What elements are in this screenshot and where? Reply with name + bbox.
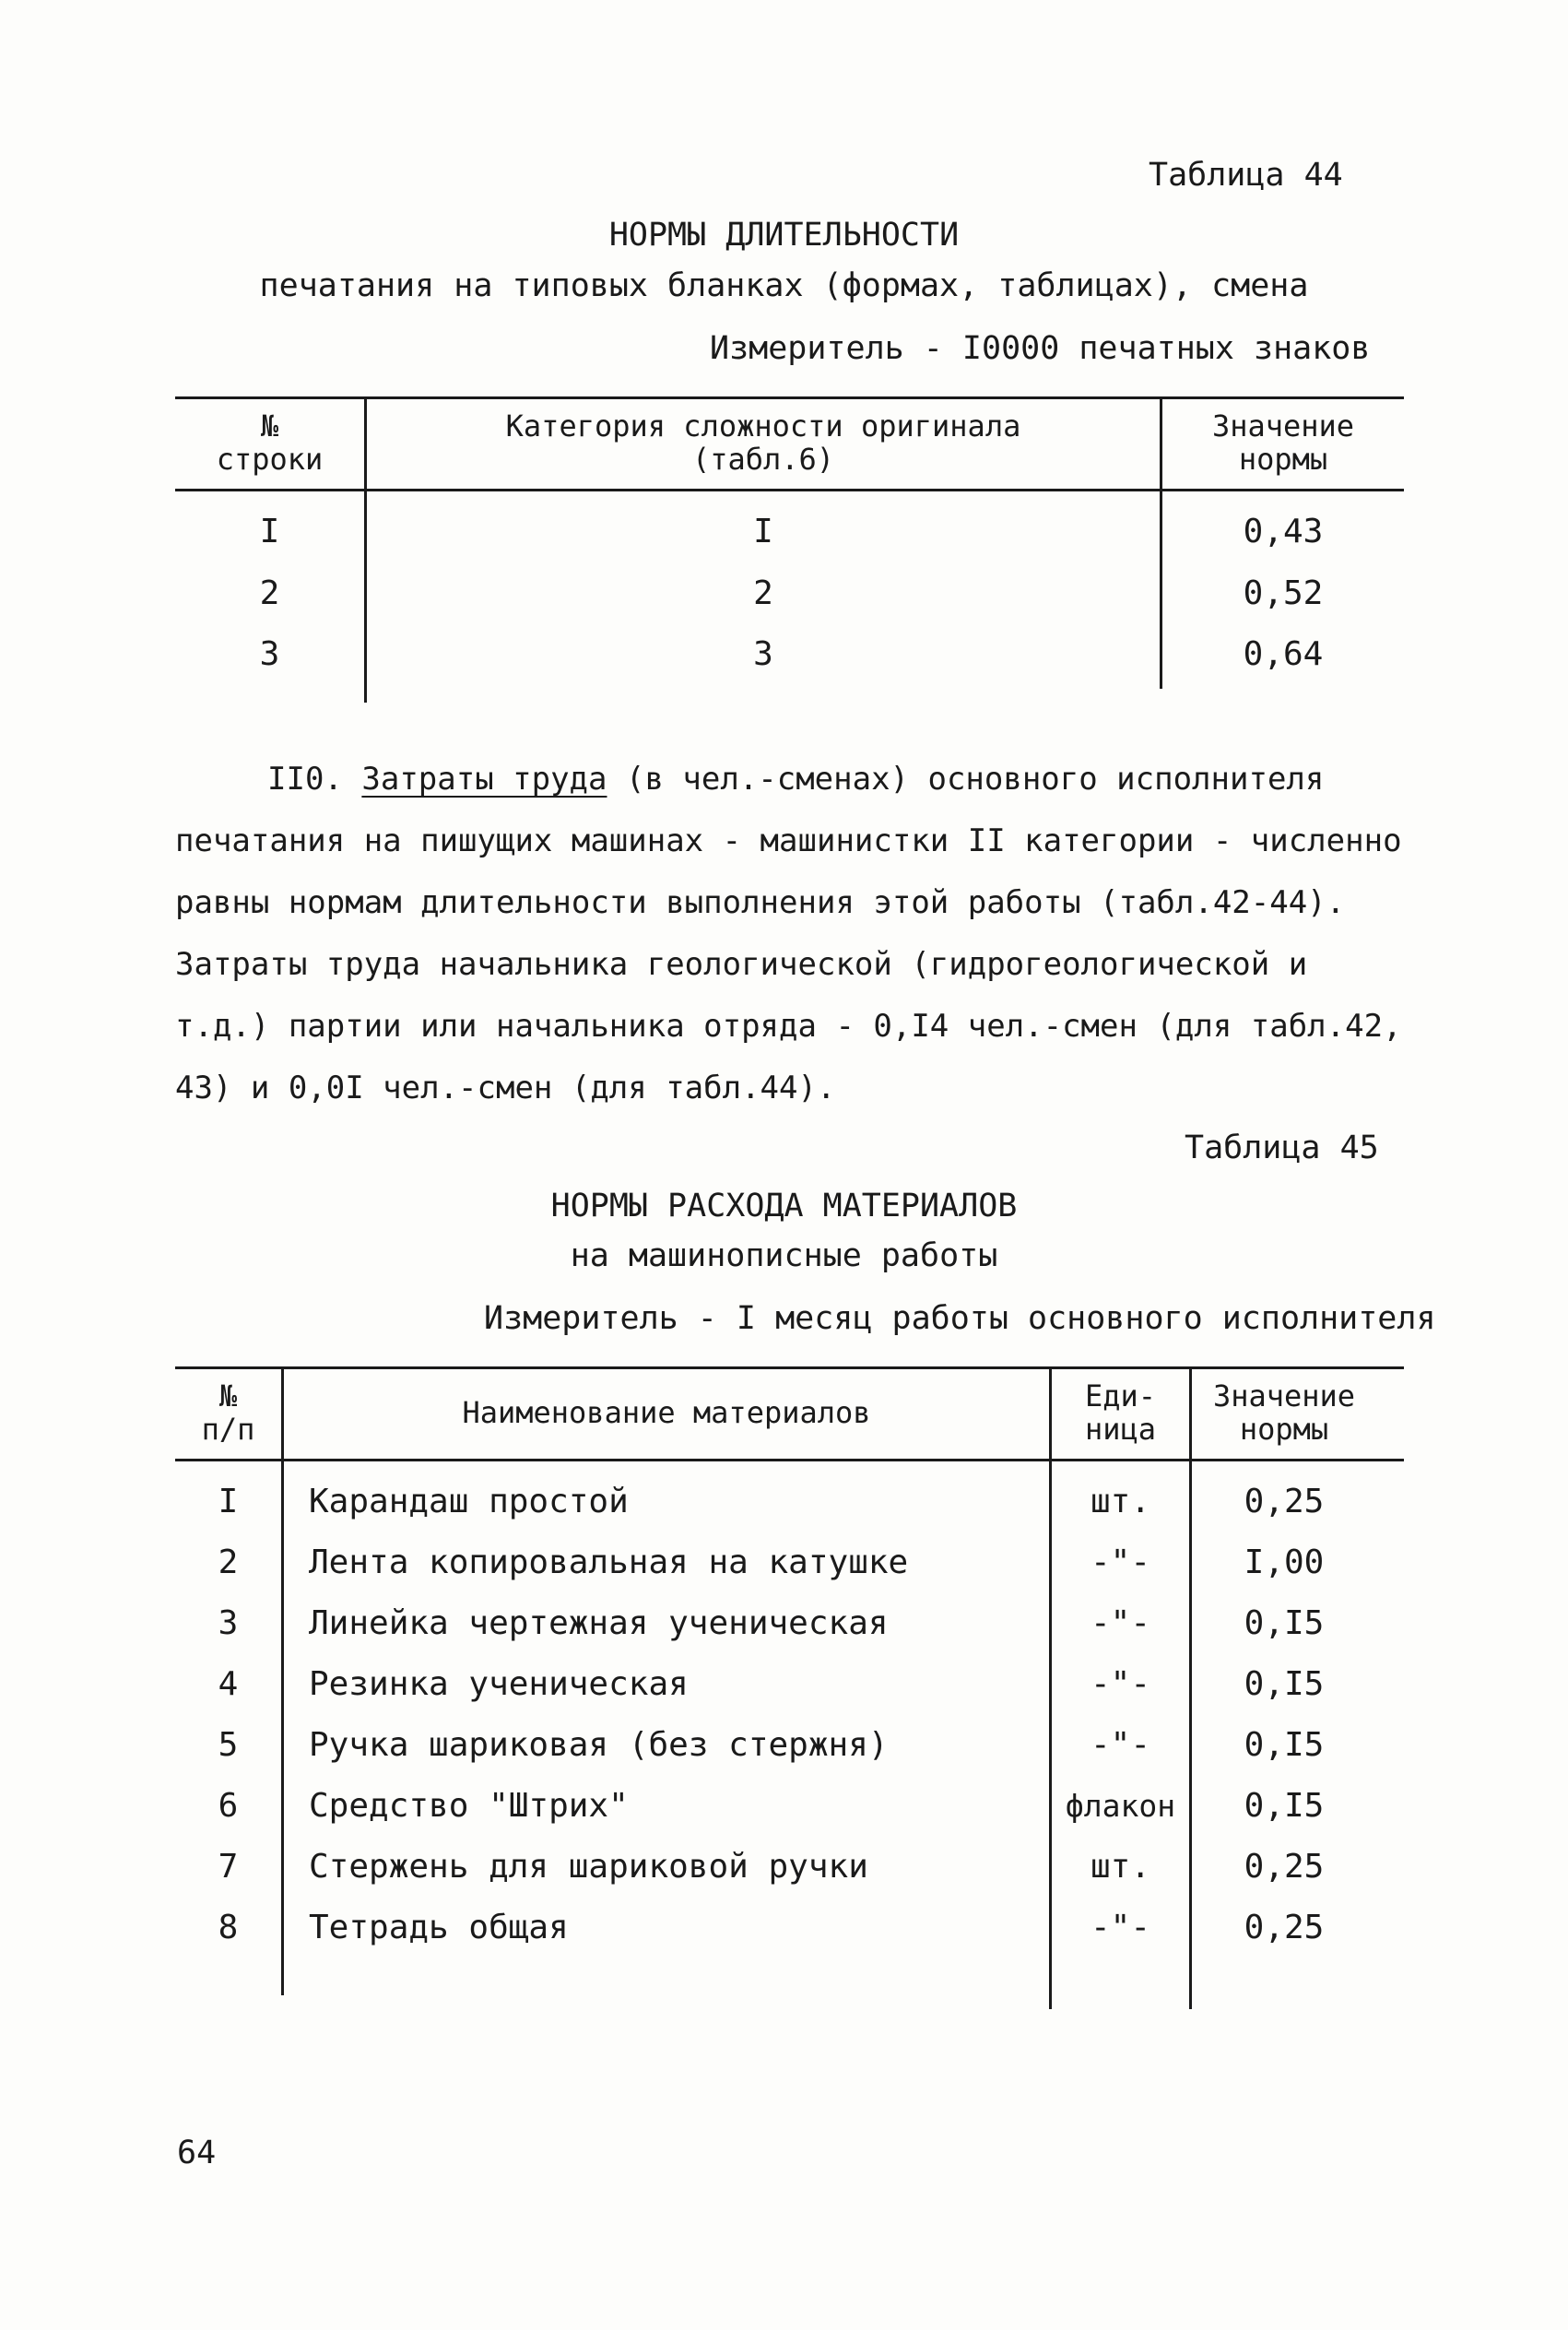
row-value: 0,I5 bbox=[1244, 1665, 1325, 1703]
row-name: Стержень для шариковой ручки bbox=[309, 1848, 868, 1886]
row-num: 2 bbox=[259, 574, 280, 612]
row-value: 0,52 bbox=[1243, 574, 1324, 612]
table-45-header-value: Значение нормы bbox=[1212, 1378, 1356, 1447]
row-num: 4 bbox=[218, 1665, 239, 1703]
row-name: Лента копировальная на катушке bbox=[309, 1543, 909, 1581]
row-num: 3 bbox=[259, 635, 280, 673]
row-value: 0,64 bbox=[1243, 635, 1324, 673]
row-name: Ручка шариковая (без стержня) bbox=[309, 1726, 889, 1764]
row-category: I bbox=[753, 513, 773, 550]
row-value: 0,I5 bbox=[1244, 1604, 1325, 1642]
row-name: Тетрадь общая bbox=[309, 1909, 569, 1946]
row-value: 0,25 bbox=[1244, 1909, 1325, 1946]
row-category: 2 bbox=[753, 574, 773, 612]
row-name: Резинка ученическая bbox=[309, 1665, 689, 1703]
row-unit: -"- bbox=[1090, 1604, 1151, 1642]
row-num: I bbox=[259, 513, 280, 550]
row-unit: -"- bbox=[1090, 1726, 1151, 1764]
page-number: 64 bbox=[177, 2135, 217, 2171]
row-unit: шт. bbox=[1090, 1848, 1151, 1886]
row-num: 3 bbox=[218, 1604, 239, 1642]
row-unit: флакон bbox=[1065, 1788, 1176, 1824]
row-num: 7 bbox=[218, 1848, 239, 1886]
table-44-header-category: Категория сложности оригинала (табл.6) bbox=[505, 408, 1021, 477]
row-name: Линейка чертежная ученическая bbox=[309, 1604, 889, 1642]
row-value: 0,25 bbox=[1244, 1483, 1325, 1520]
table-44-label: Таблица 44 bbox=[1149, 157, 1343, 194]
table-44-header-value: Значение нормы bbox=[1211, 408, 1355, 477]
table-45-label: Таблица 45 bbox=[1185, 1130, 1379, 1166]
paragraph-line-1: II0. Затраты труда (в чел.-сменах) основного исполнителя bbox=[267, 761, 1325, 798]
table-45-header-num: № п/п bbox=[201, 1378, 255, 1447]
table-45-top-rule bbox=[175, 1366, 1404, 1369]
row-unit: -"- bbox=[1090, 1909, 1151, 1946]
row-category: 3 bbox=[753, 635, 773, 673]
table-44-title: НОРМЫ ДЛИТЕЛЬНОСТИ bbox=[608, 217, 960, 254]
table-44-top-rule bbox=[175, 396, 1404, 399]
row-value: 0,I5 bbox=[1244, 1726, 1325, 1764]
paragraph-line-2: печатания на пишущих машинах - машинистки II категории - численно bbox=[175, 822, 1402, 859]
row-value: 0,25 bbox=[1244, 1848, 1325, 1886]
table-45-col-divider-1 bbox=[281, 1368, 284, 1995]
table-44-header-rule bbox=[175, 489, 1404, 491]
table-45-header-rule bbox=[175, 1459, 1404, 1461]
table-45-measure: Измеритель - I месяц работы основного исполнителя bbox=[484, 1300, 1436, 1337]
row-unit: -"- bbox=[1090, 1665, 1151, 1703]
row-num: 6 bbox=[218, 1787, 239, 1825]
table-45-header-unit: Еди- ница bbox=[1084, 1378, 1157, 1447]
row-name: Средство "Штрих" bbox=[309, 1787, 629, 1825]
table-45-subtitle: на машинописные работы bbox=[570, 1237, 998, 1274]
row-value: 0,I5 bbox=[1244, 1787, 1325, 1825]
table-44-measure: Измеритель - I0000 печатных знаков bbox=[710, 330, 1371, 367]
row-value: 0,43 bbox=[1243, 513, 1324, 550]
row-num: 8 bbox=[218, 1909, 239, 1946]
table-45-title: НОРМЫ РАСХОДА МАТЕРИАЛОВ bbox=[550, 1188, 1018, 1224]
paragraph-line-5: т.д.) партии или начальника отряда - 0,I4 чел.-смен (для табл.42, bbox=[175, 1008, 1402, 1045]
row-name: Карандаш простой bbox=[309, 1483, 629, 1520]
row-num: I bbox=[218, 1483, 239, 1520]
row-num: 5 bbox=[218, 1726, 239, 1764]
row-unit: шт. bbox=[1090, 1483, 1151, 1520]
paragraph-underlined-term: Затраты труда bbox=[361, 761, 607, 798]
row-unit: -"- bbox=[1090, 1543, 1151, 1581]
paragraph-line-3: равны нормам длительности выполнения этой работы (табл.42-44). bbox=[175, 884, 1346, 921]
row-num: 2 bbox=[218, 1543, 239, 1581]
table-45-header-name: Наименование материалов bbox=[462, 1395, 871, 1430]
paragraph-line-6: 43) и 0,0I чел.-смен (для табл.44). bbox=[175, 1070, 836, 1106]
paragraph-number: II0. bbox=[267, 761, 343, 798]
table-44-subtitle: печатания на типовых бланках (формах, таблицах), смена bbox=[259, 267, 1309, 304]
table-44-header-num: № строки bbox=[216, 408, 324, 477]
row-value: I,00 bbox=[1244, 1543, 1325, 1581]
paragraph-line-4: Затраты труда начальника геологической (гидрогеологической и bbox=[175, 946, 1308, 983]
